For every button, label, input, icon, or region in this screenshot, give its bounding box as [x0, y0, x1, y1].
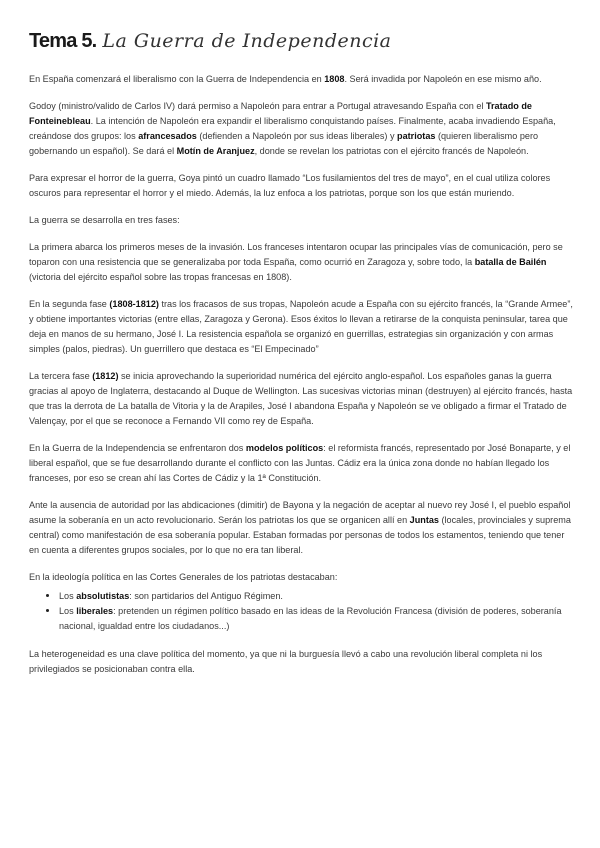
- ideology-list: [29, 589, 574, 634]
- title-subtitle: La Guerra de Independencia: [102, 30, 392, 52]
- list-item: • Los liberales: pretenden un régimen político basado en las ideas de la Revolución Francesa (división de poderes, soberanía nacional, igualdad entre los ciudadanos...): [59, 604, 574, 634]
- paragraph-1: En España comenzará el liberalismo con la Guerra de Independencia en 1808. Será invadida por Napoleón en ese mismo año.: [29, 74, 542, 84]
- paragraph-4: La guerra se desarrolla en tres fases:: [29, 215, 180, 225]
- paragraph-5: La primera abarca los primeros meses de la invasión. Los franceses intentaron ocupar las principales vías de comunicación, pero se toparon con una resistencia que se generalizaba por toda España, como ocurrió en Zaragoza y, sobre todo, la batalla de Bailén (victoria del ejército español sobre las tropas francesas en 1808).: [29, 242, 563, 282]
- document-body: [29, 72, 574, 689]
- paragraph-9: Ante la ausencia de autoridad por las abdicaciones (dimitir) de Bayona y la negación de aceptar al nuevo rey José I, el pueblo español asume la soberanía en un acto revolucionario. Serán los patriotas los que se organicen allí en Juntas (locales, provinciales y suprema central) como manifestación de esa soberanía popular. Estaban formadas por personas de todos los estamentos, teniendo que tener en cuenta a diferentes grupos sociales, por lo que no era tan liberal.: [29, 500, 571, 555]
- page-title: [29, 30, 392, 53]
- paragraph-2: Godoy (ministro/valido de Carlos IV) dará permiso a Napoleón para entrar a Portugal atravesando España con el Tratado de Fonteinebleau. La intención de Napoleón era expandir el liberalismo conquistando países. Finalmente, acaba invadiendo España, creándose dos grupos: los afrancesados (defienden a Napoleón por sus ideas liberales) y patriotas (quieren liberalismo pero gobernando un español). Se dará el Motín de Aranjuez, donde se revelan los patriotas con el ejército francés de Napoleón.: [29, 101, 556, 156]
- paragraph-6: En la segunda fase (1808-1812) tras los fracasos de sus tropas, Napoleón acude a España con su ejército francés, la “Grande Armee”, y obtiene importantes victorias (entre ellas, Zaragoza y Gerona). Esos éxitos lo llevan a retirarse de la conquista peninsular, tarea que deja en manos de su hermano, José I. La resistencia española se organizó en guerrillas, estrategias sin organización y con armas simples (palos, piedras). Un guerrillero que destaca es “El Empecinado”: [29, 299, 573, 354]
- paragraph-11: La heterogeneidad es una clave política del momento, ya que ni la burguesía llevó a cabo una revolución liberal completa ni los privilegiados se posicionaban contra ella.: [29, 649, 543, 674]
- list-item: • Los absolutistas: son partidarios del Antiguo Régimen.: [59, 589, 574, 604]
- paragraph-3: Para expresar el horror de la guerra, Goya pintó un cuadro llamado “Los fusilamientos del tres de mayo”, en el cual utiliza colores oscuros para representar el horror y el miedo. Además, la luz enfoca a los patriotas, porque son los que están muriendo.: [29, 173, 551, 198]
- title-main: Tema 5.: [29, 30, 97, 52]
- paragraph-10: En la ideología política en las Cortes Generales de los patriotas destacaban:: [29, 572, 338, 582]
- paragraph-7: La tercera fase (1812) se inicia aprovechando la superioridad numérica del ejército anglo-español. Los españoles ganas la guerra gracias al apoyo de Inglaterra, destacando al Duque de Wellington. Las sucesivas victorias minan (destruyen) al ejército francés, hasta que tras la derrota de La batalla de Vitoria y la de Arapiles, José I abandona España y Napoleón se ve obligado a firmar el Tratado de Valençay, por el que se reconoce a Fernando VII como rey de España.: [29, 371, 573, 426]
- paragraph-8: En la Guerra de la Independencia se enfrentaron dos modelos políticos: el reformista francés, representado por José Bonaparte, y el liberal español, que se fue desarrollando durante el conflicto con las Juntas. Cádiz era la única zona donde no habían llegado los franceses, por eso se crean ahí las Cortes de Cádiz y la 1ª Constitución.: [29, 443, 571, 483]
